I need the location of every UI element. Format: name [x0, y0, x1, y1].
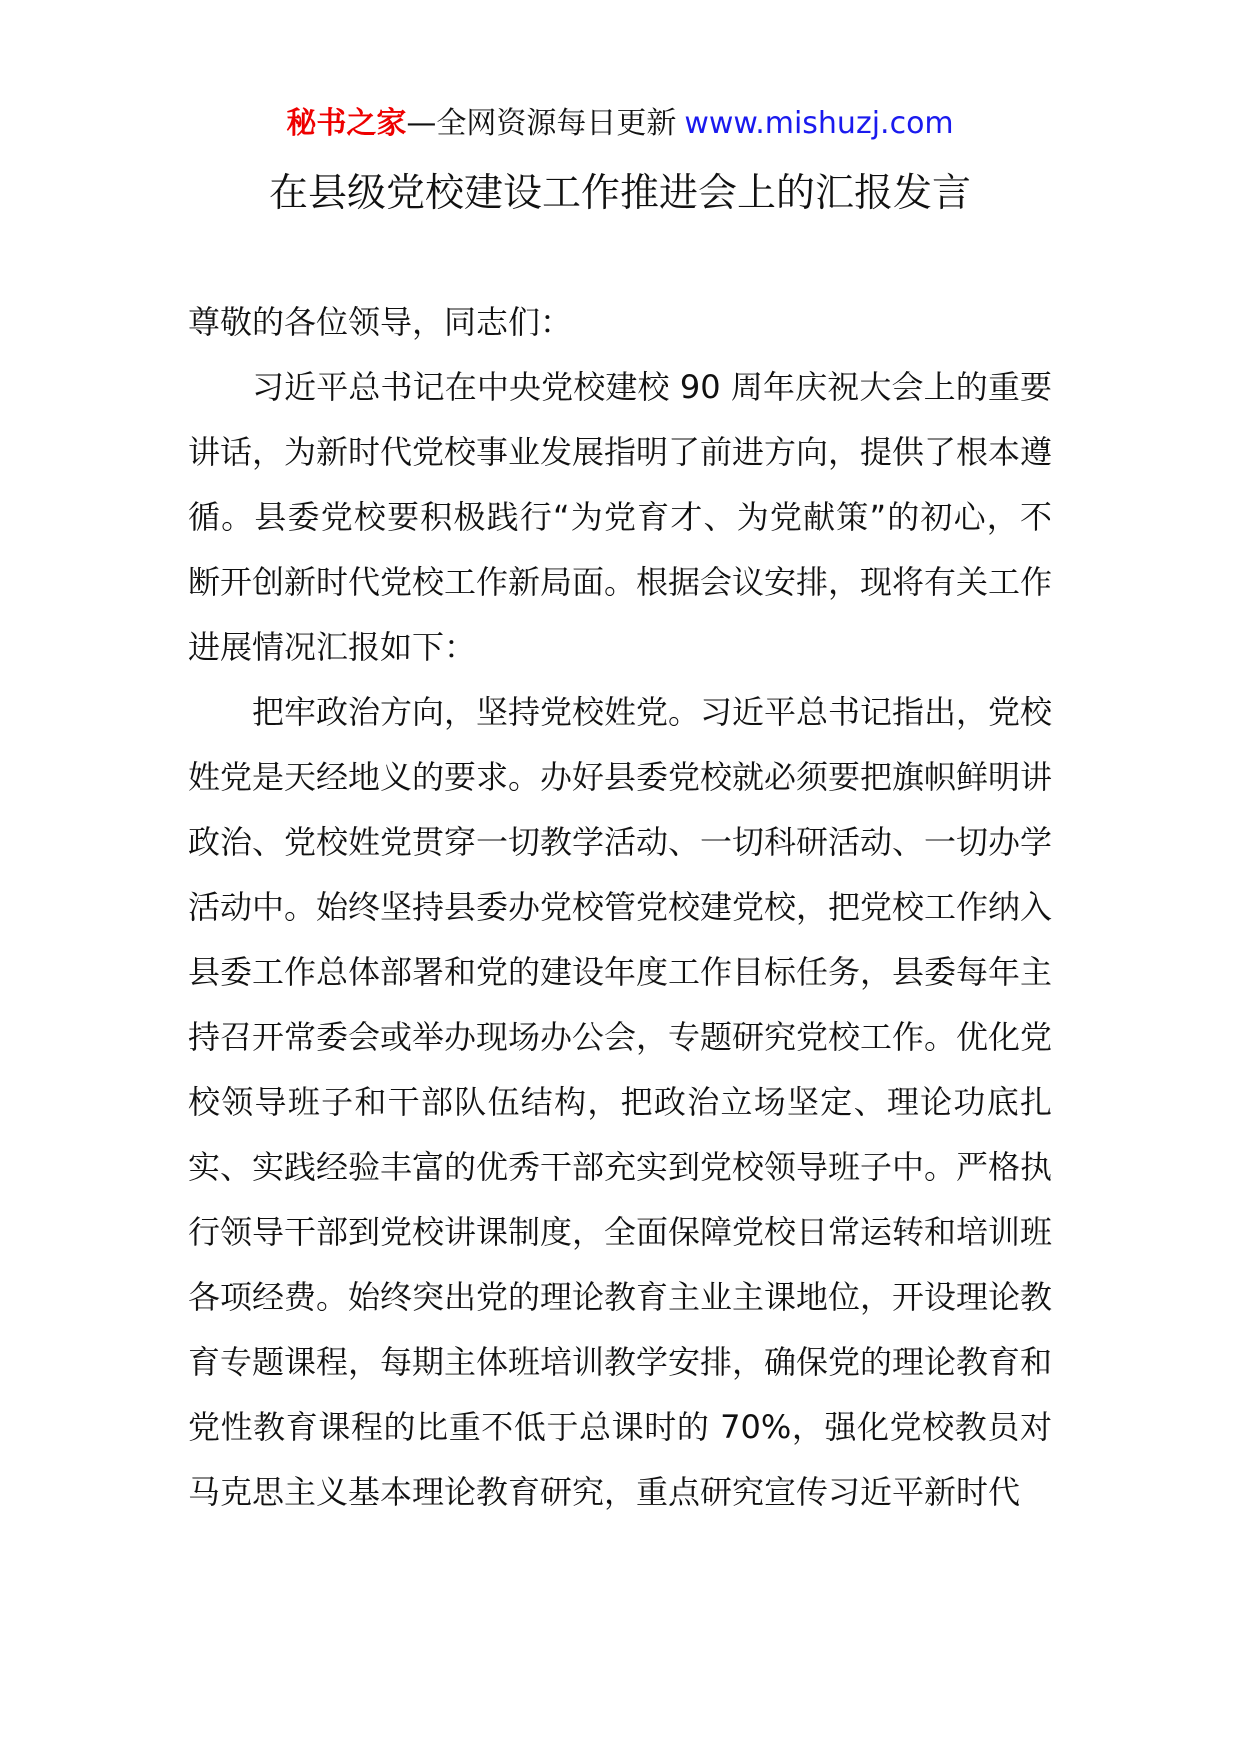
brand-name: 秘书之家 [286, 106, 407, 141]
site-header [0, 104, 1240, 144]
document-body [188, 290, 1052, 1525]
salutation: 尊敬的各位领导，同志们： [188, 303, 573, 341]
body-paragraph-intro: 习近平总书记在中央党校建校 90 周年庆祝大会上的重要讲话，为新时代党校事业发展指明了前进方向，提供了根本遵循。县委党校要积极践行“为党育才、为党献策”的初心，不断开创新时代党校工作新局面。根据会议安排，现将有关工作进展情况汇报如下： [188, 368, 1053, 666]
document-title: 在县级党校建设工作推进会上的汇报发言 [268, 171, 971, 216]
body-paragraph-political-direction: 把牢政治方向，坚持党校姓党。习近平总书记指出，党校姓党是天经地义的要求。办好县委党校就必须要把旗帜鲜明讲政治、党校姓党贯穿一切教学活动、一切科研活动、一切办学活动中。始终坚持县委办党校管党校建党校，把党校工作纳入县委工作总体部署和党的建设年度工作目标任务，县委每年主持召开常委会或举办现场办公会，专题研究党校工作。优化党校领导班子和干部队伍结构，把政治立场坚定、理论功底扎实、实践经验丰富的优秀干部充实到党校领导班子中。严格执行领导干部到党校讲课制度，全面保障党校日常运转和培训班各项经费。始终突出党的理论教育主业主课地位，开设理论教育专题课程，每期主体班培训教学安排，确保党的理论教育和党性教育课程的比重不低于总课时的 70%，强化党校教员对马克思主义基本理论教育研究，重点研究宣传习近平新时代 [188, 693, 1053, 1511]
site-url-link[interactable]: www.mishuzj.com [684, 106, 954, 141]
site-slogan: —全网资源每日更新 [406, 106, 677, 141]
